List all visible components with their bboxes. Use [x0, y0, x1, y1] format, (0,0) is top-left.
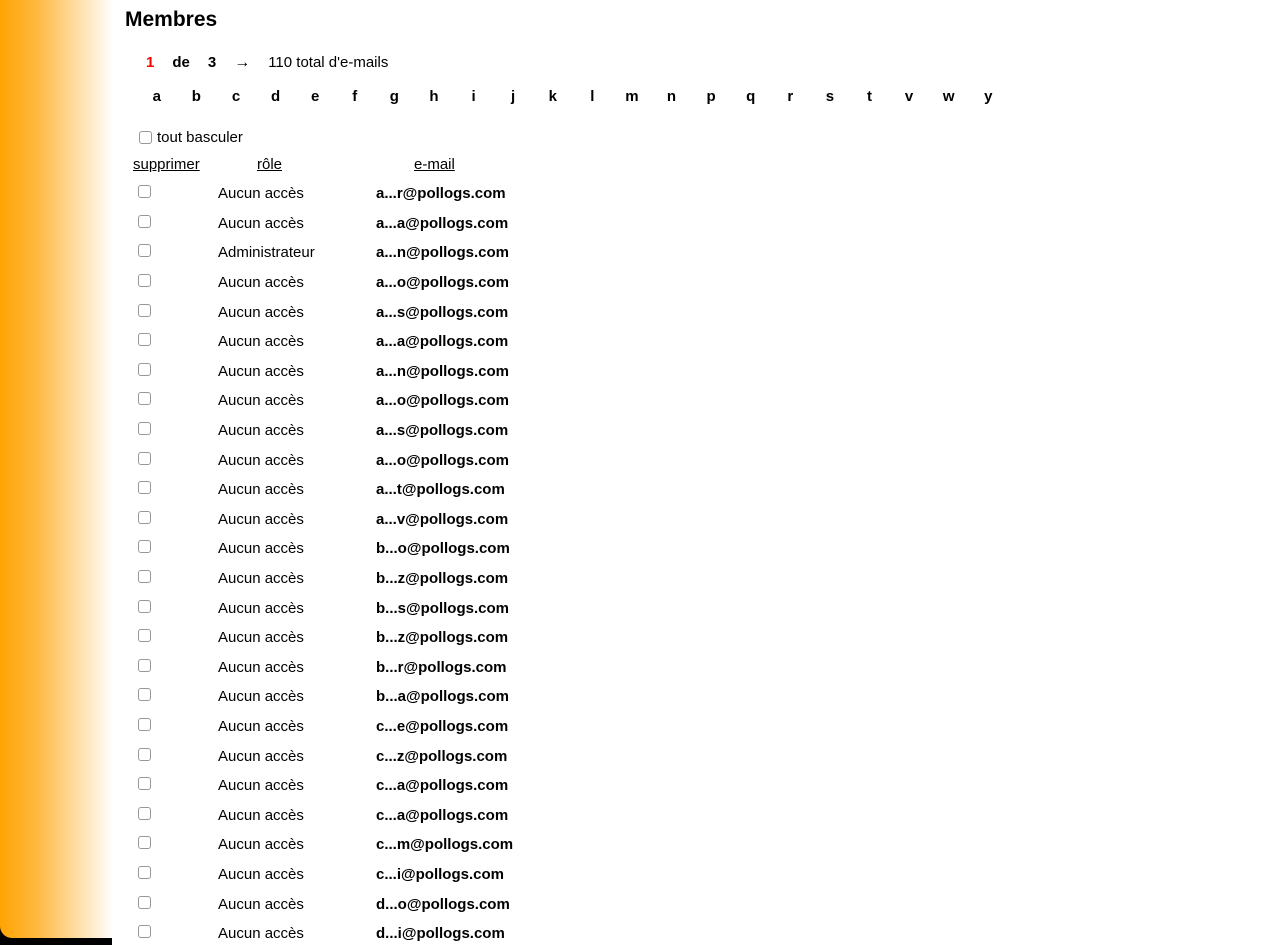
row-email: a...a@pollogs.com: [376, 214, 509, 232]
row-delete-checkbox[interactable]: [138, 659, 151, 672]
row-role: Aucun accès: [218, 895, 304, 913]
row-delete-checkbox[interactable]: [138, 333, 151, 346]
row-checkbox-cell: [133, 807, 218, 824]
orange-gradient-sidebar: [0, 0, 118, 938]
header-email[interactable]: e-mail: [414, 156, 455, 173]
row-email: b...z@pollogs.com: [376, 629, 509, 647]
alphabet-letter-link[interactable]: s: [825, 88, 835, 105]
row-delete-checkbox[interactable]: [138, 363, 151, 376]
row-delete-checkbox[interactable]: [138, 688, 151, 701]
alphabet-filter: [125, 89, 1274, 104]
row-delete-checkbox[interactable]: [138, 422, 151, 435]
row-role: Aucun accès: [218, 451, 304, 469]
alphabet-letter-link[interactable]: i: [471, 88, 476, 105]
row-delete-checkbox[interactable]: [138, 718, 151, 731]
table-row: [133, 564, 1274, 594]
row-email: d...i@pollogs.com: [376, 925, 505, 943]
row-delete-checkbox[interactable]: [138, 836, 151, 849]
alphabet-letter-link[interactable]: l: [590, 88, 595, 105]
table-row: [133, 297, 1274, 327]
row-checkbox-cell: [133, 896, 218, 913]
row-checkbox-cell: [133, 659, 218, 676]
row-delete-checkbox[interactable]: [138, 777, 151, 790]
row-email: a...n@pollogs.com: [376, 244, 509, 262]
table-row: [133, 268, 1274, 298]
row-role: Aucun accès: [218, 422, 304, 440]
page-title: Membres: [125, 8, 218, 31]
pagination-of-label: de: [172, 54, 190, 71]
row-delete-checkbox[interactable]: [138, 304, 151, 317]
row-checkbox-cell: [133, 185, 218, 202]
row-checkbox-cell: [133, 748, 218, 765]
table-row: [133, 771, 1274, 801]
table-row: [133, 534, 1274, 564]
toggle-all-label: tout basculer: [157, 129, 243, 146]
row-checkbox-cell: [133, 836, 218, 853]
row-checkbox-cell: [133, 274, 218, 291]
row-delete-checkbox[interactable]: [138, 392, 151, 405]
alphabet-letter-link[interactable]: p: [706, 88, 716, 105]
table-row: [133, 860, 1274, 890]
row-role: Aucun accès: [218, 747, 304, 765]
table-row: [133, 653, 1274, 683]
row-delete-checkbox[interactable]: [138, 748, 151, 761]
header-role[interactable]: rôle: [257, 156, 283, 173]
header-supprimer[interactable]: supprimer: [133, 156, 200, 173]
row-role: Aucun accès: [218, 333, 304, 351]
row-email: b...z@pollogs.com: [376, 570, 509, 588]
row-checkbox-cell: [133, 244, 218, 261]
row-role: Aucun accès: [218, 658, 304, 676]
row-role: Aucun accès: [218, 392, 304, 410]
row-delete-checkbox[interactable]: [138, 511, 151, 524]
row-email: a...o@pollogs.com: [376, 451, 509, 469]
row-delete-checkbox[interactable]: [138, 274, 151, 287]
table-row: [133, 830, 1274, 860]
row-email: b...a@pollogs.com: [376, 688, 509, 706]
table-row: [133, 209, 1274, 239]
alphabet-letter-link[interactable]: w: [942, 88, 955, 105]
row-checkbox-cell: [133, 688, 218, 705]
row-checkbox-cell: [133, 570, 218, 587]
row-delete-checkbox[interactable]: [138, 570, 151, 583]
row-role: Aucun accès: [218, 688, 304, 706]
alphabet-letter-link[interactable]: h: [429, 88, 439, 105]
alphabet-letter-link[interactable]: y: [984, 88, 993, 105]
alphabet-letter-link[interactable]: q: [746, 88, 756, 105]
alphabet-letter-link[interactable]: n: [666, 88, 677, 105]
table-row: [133, 889, 1274, 919]
row-role: Aucun accès: [218, 185, 304, 203]
row-email: c...a@pollogs.com: [376, 806, 509, 824]
alphabet-letter-link[interactable]: m: [625, 88, 639, 105]
row-delete-checkbox[interactable]: [138, 481, 151, 494]
alphabet-letter-link[interactable]: g: [389, 88, 399, 105]
row-email: a...s@pollogs.com: [376, 422, 509, 440]
row-email: b...o@pollogs.com: [376, 540, 510, 558]
table-row: [133, 593, 1274, 623]
row-role: Aucun accès: [218, 717, 304, 735]
row-checkbox-cell: [133, 629, 218, 646]
table-row: [133, 475, 1274, 505]
members-table: [125, 157, 1274, 948]
alphabet-letter-link[interactable]: e: [311, 88, 320, 105]
row-delete-checkbox[interactable]: [138, 896, 151, 909]
row-email: c...a@pollogs.com: [376, 777, 509, 795]
table-row: [133, 238, 1274, 268]
table-row: [133, 386, 1274, 416]
row-checkbox-cell: [133, 392, 218, 409]
row-email: a...t@pollogs.com: [376, 481, 505, 499]
row-role: Aucun accès: [218, 777, 304, 795]
row-role: Aucun accès: [218, 274, 304, 292]
table-row: [133, 682, 1274, 712]
row-checkbox-cell: [133, 777, 218, 794]
row-checkbox-cell: [133, 215, 218, 232]
table-row: [133, 445, 1274, 475]
alphabet-letter-link[interactable]: r: [787, 88, 794, 105]
alphabet-letter-link[interactable]: a: [152, 88, 161, 105]
table-body: [133, 179, 1274, 948]
pagination-current-page: 1: [146, 54, 155, 71]
pagination: [125, 55, 1274, 70]
row-email: d...o@pollogs.com: [376, 895, 510, 913]
alphabet-letter-link[interactable]: t: [866, 88, 872, 105]
alphabet-letter-link[interactable]: c: [231, 88, 241, 105]
row-role: Aucun accès: [218, 481, 304, 499]
row-delete-checkbox[interactable]: [138, 452, 151, 465]
pagination-total-emails: 110 total d'e-mails: [268, 54, 389, 71]
row-email: c...z@pollogs.com: [376, 747, 508, 765]
row-role: Aucun accès: [218, 303, 304, 321]
row-checkbox-cell: [133, 718, 218, 735]
row-delete-checkbox[interactable]: [138, 925, 151, 938]
row-checkbox-cell: [133, 866, 218, 883]
row-role: Aucun accès: [218, 570, 304, 588]
table-row: [133, 179, 1274, 209]
table-row: [133, 712, 1274, 742]
alphabet-letter-link[interactable]: j: [511, 88, 516, 105]
row-delete-checkbox[interactable]: [138, 185, 151, 198]
row-role: Aucun accès: [218, 629, 304, 647]
alphabet-letter-link[interactable]: v: [904, 88, 914, 105]
alphabet-letter-link[interactable]: d: [270, 88, 281, 105]
row-checkbox-cell: [133, 481, 218, 498]
table-row: [133, 623, 1274, 653]
row-email: a...o@pollogs.com: [376, 392, 509, 410]
row-role: Aucun accès: [218, 836, 304, 854]
row-checkbox-cell: [133, 333, 218, 350]
row-email: a...o@pollogs.com: [376, 274, 509, 292]
row-role: Aucun accès: [218, 599, 304, 617]
main-content: [125, 0, 1274, 948]
row-email: b...r@pollogs.com: [376, 658, 507, 676]
row-role: Aucun accès: [218, 362, 304, 380]
table-row: [133, 416, 1274, 446]
row-role: Aucun accès: [218, 806, 304, 824]
row-checkbox-cell: [133, 925, 218, 942]
row-email: a...r@pollogs.com: [376, 185, 506, 203]
row-role: Aucun accès: [218, 925, 304, 943]
row-delete-checkbox[interactable]: [138, 215, 151, 228]
alphabet-letter-link[interactable]: f: [352, 88, 358, 105]
row-delete-checkbox[interactable]: [138, 866, 151, 879]
row-checkbox-cell: [133, 363, 218, 380]
row-email: c...i@pollogs.com: [376, 865, 504, 883]
row-email: a...a@pollogs.com: [376, 333, 509, 351]
row-delete-checkbox[interactable]: [138, 540, 151, 553]
table-row: [133, 741, 1274, 771]
table-row: [133, 800, 1274, 830]
toggle-all-checkbox[interactable]: [139, 131, 152, 144]
pagination-last-page-link[interactable]: 3: [207, 54, 217, 71]
table-row: [133, 919, 1274, 948]
row-checkbox-cell: [133, 304, 218, 321]
row-checkbox-cell: [133, 600, 218, 617]
row-checkbox-cell: [133, 540, 218, 557]
row-email: a...v@pollogs.com: [376, 510, 509, 528]
row-role: Aucun accès: [218, 510, 304, 528]
alphabet-letter-link[interactable]: k: [548, 88, 557, 105]
row-role: Aucun accès: [218, 865, 304, 883]
row-checkbox-cell: [133, 422, 218, 439]
row-email: c...e@pollogs.com: [376, 717, 509, 735]
alphabet-letter-link[interactable]: b: [191, 88, 201, 105]
row-email: b...s@pollogs.com: [376, 599, 509, 617]
table-row: [133, 357, 1274, 387]
row-delete-checkbox[interactable]: [138, 244, 151, 257]
row-role: Administrateur: [218, 244, 315, 262]
row-email: c...m@pollogs.com: [376, 836, 514, 854]
row-delete-checkbox[interactable]: [138, 629, 151, 642]
row-delete-checkbox[interactable]: [138, 600, 151, 613]
pagination-next-arrow[interactable]: →: [234, 54, 251, 71]
table-row: [133, 327, 1274, 357]
row-email: a...n@pollogs.com: [376, 362, 509, 380]
row-checkbox-cell: [133, 452, 218, 469]
row-delete-checkbox[interactable]: [138, 807, 151, 820]
table-header-row: [133, 157, 1274, 173]
row-role: Aucun accès: [218, 214, 304, 232]
row-checkbox-cell: [133, 511, 218, 528]
table-row: [133, 505, 1274, 535]
row-email: a...s@pollogs.com: [376, 303, 509, 321]
toggle-all-row: [125, 130, 1274, 145]
row-role: Aucun accès: [218, 540, 304, 558]
